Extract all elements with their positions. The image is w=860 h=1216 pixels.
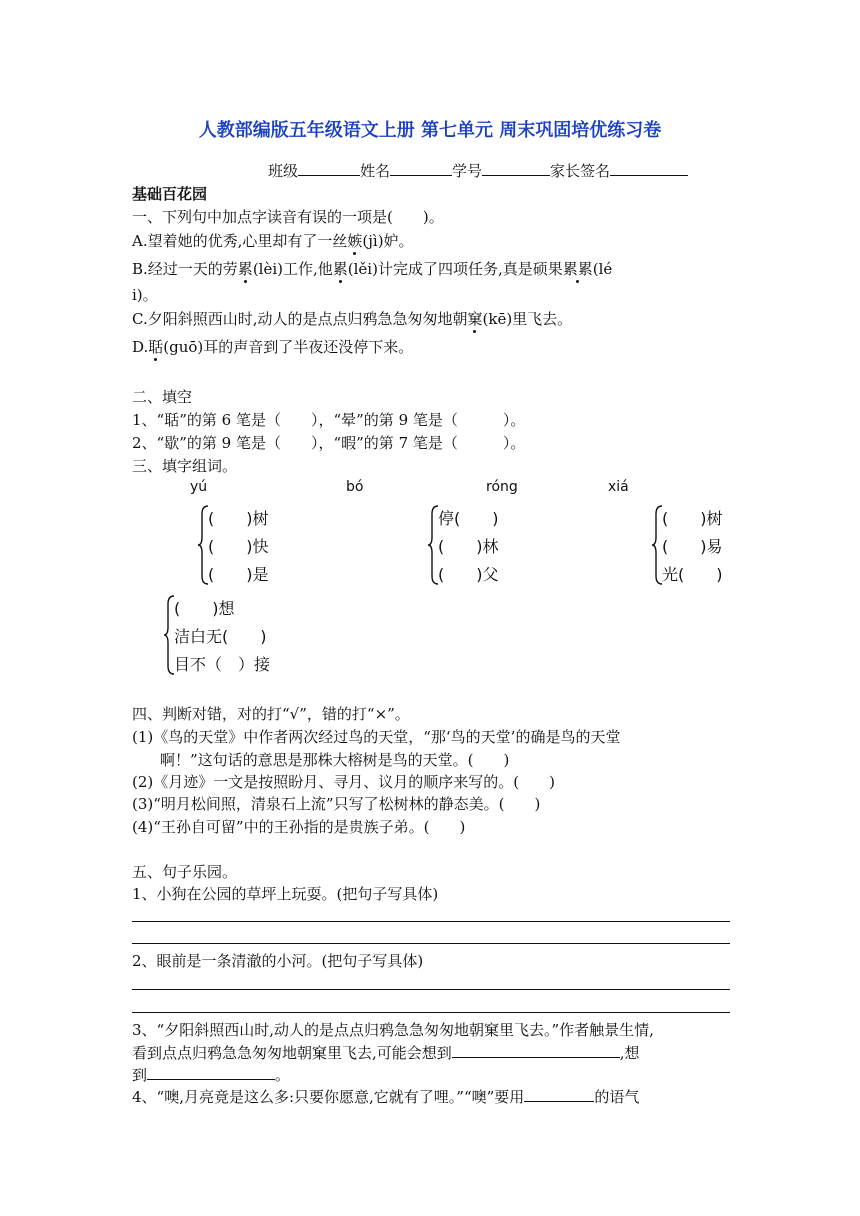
class-label: 班级 xyxy=(268,162,299,180)
q4-item-2: (2)《月迹》一文是按照盼月、寻月、议月的顺序来写的。( ) xyxy=(132,773,555,791)
answer-line[interactable] xyxy=(132,989,730,990)
q1-heading: 一、下列句中加点字读音有误的一项是( )。 xyxy=(132,208,444,226)
word-group-bo xyxy=(428,504,518,588)
word-group-xia-row-3[interactable]: 目不（ ）接 xyxy=(174,655,271,674)
q4-item-1-cont: 啊！”这句话的意思是那株大榕树是鸟的天堂。( ) xyxy=(160,751,510,769)
word-group-yu xyxy=(198,504,288,588)
q5-sentence-3-cont: 看到点点归鸦急急匆匆地朝窠里飞去,可能会想到 ,想 xyxy=(132,1044,640,1062)
q1-option-d: D.聒(guō)耳的声音到了半夜还没停下来。 xyxy=(132,338,414,356)
word-group-rong xyxy=(652,504,742,588)
fill-blank[interactable] xyxy=(147,1065,275,1080)
q1-option-b: B.经过一天的劳累(lèi)工作,他累(lěi)计完成了四项任务,真是硕果累累(lé xyxy=(132,260,613,278)
parent-blank[interactable] xyxy=(610,161,688,176)
answer-line[interactable] xyxy=(132,921,730,922)
name-blank[interactable] xyxy=(390,161,452,176)
fill-blank[interactable] xyxy=(524,1087,594,1102)
word-group-bo-row-3[interactable]: ( )父 xyxy=(438,565,499,584)
q2-line-2: 2、“歇”的第 9 笔是（ ），“暇”的第 7 笔是（ ）。 xyxy=(132,434,526,452)
pinyin-rong: róng xyxy=(486,479,518,495)
word-group-rong-row-1[interactable]: ( )树 xyxy=(662,509,723,528)
q5-sentence-3-end: 到 。 xyxy=(132,1066,291,1084)
answer-line[interactable] xyxy=(132,1012,730,1013)
number-label: 学号 xyxy=(452,162,483,180)
q4-item-1: (1)《鸟的天堂》中作者两次经过鸟的天堂，“那‘鸟的天堂’的确是鸟的天堂 xyxy=(132,728,621,746)
q5-sentence-3: 3、“夕阳斜照西山时,动人的是点点归鸦急急匆匆地朝窠里飞去。”作者触景生情, xyxy=(132,1021,654,1039)
q1-option-b-cont: i)。 xyxy=(132,286,158,304)
q4-item-4: (4)“王孙自可留”中的王孙指的是贵族子弟。( ) xyxy=(132,818,466,836)
parent-label: 家长签名 xyxy=(550,162,611,180)
q1-option-c: C.夕阳斜照西山时,动人的是点点归鸦急急匆匆地朝窠(kē)里飞去。 xyxy=(132,310,573,328)
word-group-yu-row-3[interactable]: ( )是 xyxy=(208,565,269,584)
answer-line[interactable] xyxy=(132,943,730,944)
number-blank[interactable] xyxy=(482,161,550,176)
name-label: 姓名 xyxy=(360,162,391,180)
q1-option-a: A.望着她的优秀,心里却有了一丝嫉(jì)妒。 xyxy=(132,232,414,250)
q4-heading: 四、判断对错，对的打“√”，错的打“×”。 xyxy=(132,705,410,723)
q3-heading: 三、填字组词。 xyxy=(132,457,238,475)
q5-sentence-4: 4、“噢,月亮竟是这么多:只要你愿意,它就有了哩。”“噢”要用 的语气 xyxy=(132,1088,640,1106)
word-group-yu-row-2[interactable]: ( )快 xyxy=(208,537,269,556)
fill-blank[interactable] xyxy=(452,1043,620,1058)
student-info-line xyxy=(268,160,688,181)
section-basic: 基础百花园 xyxy=(132,185,208,203)
word-group-rong-row-2[interactable]: ( )易 xyxy=(662,537,723,556)
word-group-xia xyxy=(164,594,294,678)
q5-sentence-2: 2、眼前是一条清澈的小河。(把句子写具体) xyxy=(132,952,424,970)
q4-item-3: (3)“明月松间照，清泉石上流”只写了松树林的静态美。( ) xyxy=(132,795,541,813)
pinyin-yu: yú xyxy=(190,479,208,495)
word-group-xia-row-1[interactable]: ( )想 xyxy=(174,599,235,618)
pinyin-bo: bó xyxy=(346,479,364,495)
q2-line-1: 1、“聒”的第 6 笔是（ ），“晕”的第 9 笔是（ ）。 xyxy=(132,411,526,429)
word-group-bo-row-2[interactable]: ( )林 xyxy=(438,537,499,556)
word-group-xia-row-2[interactable]: 洁白无( ) xyxy=(174,627,267,646)
page-title: 人教部编版五年级语文上册 第七单元 周末巩固培优练习卷 xyxy=(198,120,662,141)
class-blank[interactable] xyxy=(298,161,360,176)
q5-heading: 五、句子乐园。 xyxy=(132,863,238,881)
q5-sentence-1: 1、小狗在公园的草坪上玩耍。(把句子写具体) xyxy=(132,885,439,903)
word-group-yu-row-1[interactable]: ( )树 xyxy=(208,509,269,528)
pinyin-xia: xiá xyxy=(608,479,629,495)
q2-heading: 二、填空 xyxy=(132,388,193,406)
word-group-rong-row-3[interactable]: 光( ) xyxy=(662,565,723,584)
word-group-bo-row-1[interactable]: 停( ) xyxy=(438,509,499,528)
